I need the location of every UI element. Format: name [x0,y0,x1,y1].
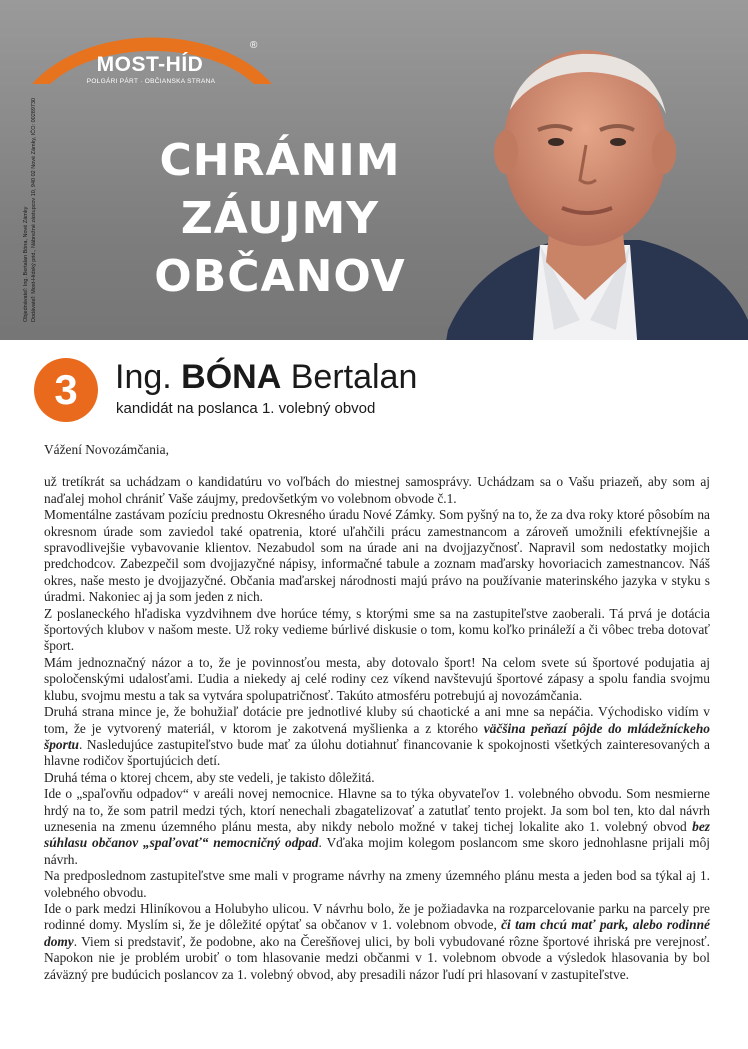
hero-banner [0,0,748,433]
letter-body [44,442,710,983]
emphasis: bez súhlasu občanov „spaľovať“ nemocničný odpad [44,818,710,851]
emphasis: či tam chcú mať park, alebo rodinné domy [44,917,710,949]
candidate-role: kandidát na poslanca 1. volebný obvod [116,400,376,417]
letter-paragraph: Momentálne zastávam pozíciu prednostu Okresného úradu Nové Zámky. Som pyšný na to, že za dva roky ktoré pôsobím na okresnom úrade som zaviedol také opatrenia, ktoré uľahčili prácu zamestnancom a zároveň umožnili efektívnejšie a spravodlivejšie vybavovanie klientov. Nezabudol som na úrade ani na dvojjazyčnosť. Napravil som nedostatky mojich predchodcov. Zabezpečil som dvojjazyčné nápisy, informačné tabule a zoznam maďarsky hovoriacich zamestnancov. Náš okres, naše mesto je dvojjazyčné. Občania maďarskej národnosti majú právo na používanie materinského jazyka v styku s úradmi. Nakoniec aj ja som jeden z nich. [44,507,710,605]
headline-line: ZÁUJMY [180,193,380,244]
letter-paragraph: Ide o „spaľovňu odpadov“ v areáli novej nemocnice. Hlavne sa to týka obyvateľov 1. volebného obvodu. Som nesmierne hrdý na to, že som patril medzi tých, ktorí nenechali zbagatelizovať a zatutlať tento projekt. Ja som bol ten, kto dal návrh uznesenia na zmenu územného plánu mesta, aby nikdy nebolo možné v takej tichej lokalite ako 1. volebný obvod bez súhlasu občanov „spaľovať“ nemocničný odpad. Vďaka mojim kolegom poslancom sme skoro jednohlasne prijali môj návrh. [44,786,710,867]
letter-paragraph: Ide o park medzi Hliníkovou a Holubyho ulicou. V návrhu bolo, že je požiadavka na rozparcelovanie parku na parcely pre rodinné domy. Myslím si, že je dôležité opýtať sa občanov v 1. volebnom obvode, či tam chcú mať park, alebo rodinné domy. Viem si predstaviť, že podobne, ako na Čerešňovej ulici, by boli vybudované rôzne športové ihriská pre verejnosť. Napokon nie je problém urobiť o tom hlasovanie medzi občanmi v 1. volebnom obvode a výsledok hlasovania by bol záväzný pre budúcich poslancov za 1. volebný obvod, aby presadili názor ľudí pri hlasovaní v zastupiteľstve. [44,900,710,982]
headline [130,132,430,306]
emphasis: väčšina peňazí pôjde do mládežníckeho športu [44,720,710,752]
logo-registered-mark: ® [250,40,258,51]
logo-tagline: POLGÁRI PÁRT · OBČIANSKA STRANA [86,78,216,85]
letter-paragraph: Druhá téma o ktorej chcem, aby ste vedeli, je takisto dôležitá. [44,769,375,785]
imprint-line: Dodávateľ: Most-Hídský prid., Nábrežné zástupcov 10, 940 02 Nové Zámky, IČO: 00289730 [31,97,37,322]
letter-paragraph: Na predposlednom zastupiteľstve sme mali v programe návrhy na zmeny územného plánu mesta a jeden bod sa týkal aj 1. volebného obvodu. [44,868,710,900]
candidate-number-badge: 3 [34,358,98,422]
candidate-surname: BÓNA [181,358,282,396]
letter-paragraph: už tretíkrát sa uchádzam o kandidatúru vo voľbách do miestnej samosprávy. Uchádzam sa o Vašu priazeň, aby som aj naďalej mohol chrániť Vaše záujmy, predovšetkým vo volebnom obvode č.1. [44,474,710,506]
letter-paragraph: Druhá strana mince je, že bohužiaľ dotácie pre jednotlivé kluby sú chaotické a ani mne sa nepáčia. Východisko vidím v tom, že je vytvorený materiál, v ktorom je zakotvená myšlienka a z ktorého väčšina peňazí pôjde do mládežníckeho športu. Nasledujúce zastupiteľstvo bude mať za úlohu dotiahnuť financovanie k spokojnosti všetkých zainteresovaných a hlavne rodičov športujúcich detí. [44,704,710,769]
candidate-first-name: Bertalan [290,358,418,396]
logo-name: MOST-HÍD [96,53,204,76]
letter-paragraphs [44,474,710,983]
imprint [22,72,38,322]
candidate-title: Ing. [115,358,172,396]
imprint-line: Objednávateľ: Ing. Bertalan Bóna, Nové Zámky [23,206,29,322]
candidate-name [115,358,417,397]
letter-paragraph: Z poslaneckého hľadiska vyzdvihnem dve horúce témy, s ktorými sme sa na zastupiteľstve zaoberali. Tá prvá je dotácia športových klubov v našom meste. Už roky vedieme búrlivé diskusie o tom, komu koľko prináleží a či vôbec treba dotovať šport. [44,605,710,654]
headline-line: CHRÁNIM [159,135,401,186]
letter-salutation: Vážení Novozámčania, [44,442,169,457]
headline-line: OBČANOV [154,251,406,302]
letter-paragraph: Mám jednoznačný názor a to, že je povinnosťou mesta, aby dotovalo šport! Na celom svete sú športové podujatia aj spoločenskými udalosťami. Ľudia a niekedy aj celé rodiny cez víkend navštevujú športové zápasy a spolu fandia svojmu klubu, svojmu mestu a tak sa vytvára spolupatričnosť. Takúto atmosféru potrebujú aj novozámčania. [44,654,710,703]
